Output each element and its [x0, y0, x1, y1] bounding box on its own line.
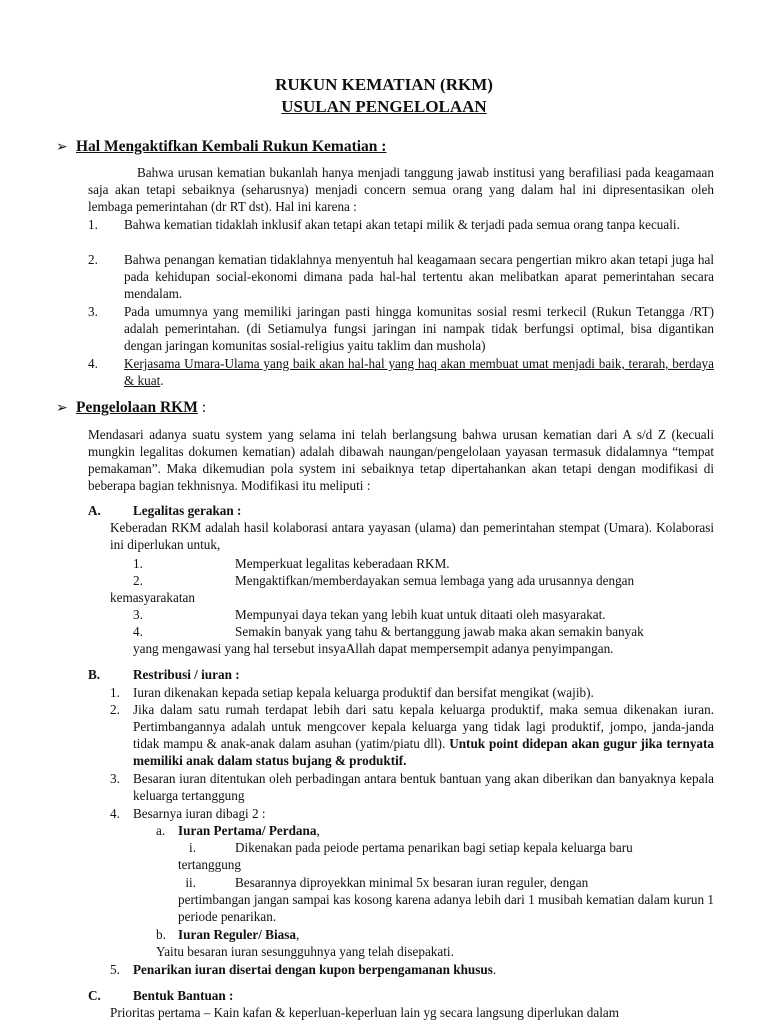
- sub-list-title-bold: Iuran Reguler/ Biasa: [178, 927, 296, 942]
- list-item-text: Besaran iuran ditentukan oleh perbadingan antara bentuk bantuan yang akan diberikan dan banyaknya kepala keluarga tertanggung: [133, 771, 714, 803]
- list-item-text: [133, 701, 714, 769]
- subsection-letter: C.: [88, 988, 101, 1003]
- section-heading-suffix: :: [197, 399, 207, 416]
- sub-list-title: [178, 822, 320, 839]
- list-item-number: 1.: [88, 217, 98, 232]
- section-heading-management: [56, 398, 206, 418]
- subsection-letter: B.: [88, 667, 101, 682]
- subsection-title: Legalitas gerakan :: [133, 503, 242, 518]
- list-item-number: 4.: [88, 356, 98, 371]
- roman-number: i.: [189, 840, 196, 855]
- list-item-text: Mempunyai daya tekan yang lebih kuat untuk ditaati oleh masyarakat.: [235, 607, 606, 622]
- document-subtitle: USULAN PENGELOLAAN: [281, 97, 487, 116]
- list-item-number: 4.: [110, 806, 120, 821]
- list-item-text: Memperkuat legalitas keberadaan RKM.: [235, 556, 450, 571]
- list-item-punct: .: [492, 962, 497, 977]
- subsection-intro: Keberadan RKM adalah hasil kolaborasi antara yayasan (ulama) dan pemerintahan stempat (Umara). Kolaborasi ini diperlukan untuk,: [110, 520, 714, 552]
- arrow-bullet-icon: ➢: [56, 140, 68, 155]
- list-item-number: 5.: [110, 962, 120, 977]
- section1-intro: Bahwa urusan kematian bukanlah hanya menjadi tanggung jawab institusi yang berafiliasi pada keagamaan saja akan tetapi sebaiknya (seharusnya) menjadi concern semua orang yang dalam hal ini dipresentasikan oleh lembaga pemerintahan (dr RT dst). Hal ini karena :: [88, 165, 714, 214]
- section-heading-text: Hal Mengaktifkan Kembali Rukun Kematian :: [76, 138, 387, 155]
- list-item-text-underlined: Kerjasama Umara-Ulama yang baik akan hal-hal yang haq akan membuat umat menjadi baik, terarah, berdaya & kuat.: [124, 356, 714, 388]
- sub-list-letter: b.: [156, 927, 166, 942]
- section-heading-text: Pengelolaan RKM: [76, 399, 198, 416]
- underlined-text: Kerjasama Umara-Ulama yang baik akan hal-hal yang haq akan membuat umat menjadi baik, terarah, berdaya & kuat: [124, 356, 714, 388]
- list-item-number: 3.: [133, 607, 143, 622]
- list-item-bold: Penarikan iuran disertai dengan kupon berpengamanan khusus: [133, 962, 493, 977]
- sub-list-title-bold: Iuran Pertama/ Perdana: [178, 823, 317, 838]
- list-item-number: 1.: [133, 556, 143, 571]
- list-item-number: 2.: [110, 702, 120, 717]
- list-item-text: Bahwa penangan kematian tidaklahnya menyentuh hal keagamaan secara pengertian mikro akan tetapi juga hal pada kehidupan social-ekonomi dimana pada hal-hal tertentu akan melibatkan aparat pemerintahan secara mendalam.: [124, 252, 714, 301]
- section-heading-reactivation: [56, 137, 386, 157]
- list-item-number: 1.: [110, 685, 120, 700]
- document-title: RUKUN KEMATIAN (RKM): [275, 75, 493, 94]
- sub-list-title-punct: ,: [316, 823, 320, 838]
- list-item-number: 2.: [133, 573, 143, 588]
- list-item-number: 4.: [133, 624, 143, 639]
- list-item-continuation: yang mengawasi yang hal tersebut insyaAllah dapat mempersempit adanya penyimpangan.: [133, 641, 614, 656]
- roman-item-text: Besarannya diproyekkan minimal 5x besaran iuran reguler, dengan: [235, 875, 589, 890]
- sub-list-title-punct: ,: [295, 927, 300, 942]
- sub-list-text: Yaitu besaran iuran sesungguhnya yang telah disepakati.: [156, 944, 454, 959]
- list-item-text: Mengaktifkan/memberdayakan semua lembaga yang ada urusannya dengan: [235, 573, 635, 588]
- list-item-number: 3.: [110, 771, 120, 786]
- list-item-text: Semakin banyak yang tahu & bertanggung jawab maka akan semakin banyak: [235, 624, 644, 639]
- subsection-title: Bentuk Bantuan :: [133, 988, 234, 1003]
- list-item-text: Bahwa kematian tidaklah inklusif akan tetapi akan tetapi milik & terjadi pada semua orang tanpa kecuali.: [124, 217, 680, 232]
- list-item-number: 3.: [88, 304, 98, 319]
- roman-item-continuation: pertimbangan jangan sampai kas kosong karena adanya lebih dari 1 musibah kematian dalam kurun 1 periode penarikan.: [178, 892, 714, 924]
- subsection-text: Prioritas pertama – Kain kafan & keperluan-keperluan lain yg secara langsung diperlukan dalam: [110, 1005, 619, 1020]
- roman-number: ii.: [185, 875, 196, 890]
- arrow-bullet-icon: ➢: [56, 401, 68, 416]
- list-item-plain: Jika dalam satu rumah terdapat lebih dari satu kepala keluarga produktif, maka semua dikenakan iuran. Pertimbangannya adalah untuk mengcover kepala keluarga yang tidak lagi produktif, jompo, janda-janda tidak mampu & anak-anak dalam asuhan (yatim/piatu dll).: [133, 702, 714, 751]
- list-item-number: 2.: [88, 252, 98, 267]
- list-item-bold: Untuk point didepan akan gugur jika ternyata memiliki anak dalam status bujang & produktif.: [133, 736, 714, 768]
- sub-list-title: [178, 926, 299, 943]
- list-item-text: Pada umumnya yang memiliki jaringan pasti hingga komunitas sosial resmi terkecil (Rukun Tetangga /RT) adalah pemerintahan. (di Setiamulya fungsi jaringan ini nampak tidak berfungsi optimal, bisa digantikan dengan jaringan komunitas sosial-religius yaitu taklim dan mushola): [124, 304, 714, 353]
- subsection-title: Restribusi / iuran :: [133, 667, 240, 682]
- subsection-letter: A.: [88, 503, 101, 518]
- list-item-text: Iuran dikenakan kepada setiap kepala keluarga produktif dan bersifat mengikat (wajib).: [133, 685, 594, 700]
- list-item-text: [133, 961, 496, 978]
- section2-intro: Mendasari adanya suatu system yang selama ini telah berlangsung bahwa urusan kematian dari A s/d Z (kecuali mungkin legalitas dokumen kematian) adalah dibawah naungan/pengelolaan yayasan termasuk didalamnya “tempat pemakaman”. Maka dikemudian pola system ini sebaiknya tetap dipertahankan akan tetapi dengan modifikasi di beberapa bagian tekhnisnya. Modifikasi itu meliputi :: [88, 427, 714, 493]
- sub-list-letter: a.: [156, 823, 166, 838]
- list-item-continuation: kemasyarakatan: [110, 590, 195, 605]
- roman-item-text: Dikenakan pada peiode pertama penarikan bagi setiap kepala keluarga baru: [235, 840, 633, 855]
- roman-item-continuation: tertanggung: [178, 857, 241, 872]
- list-item-text: Besarnya iuran dibagi 2 :: [133, 806, 266, 821]
